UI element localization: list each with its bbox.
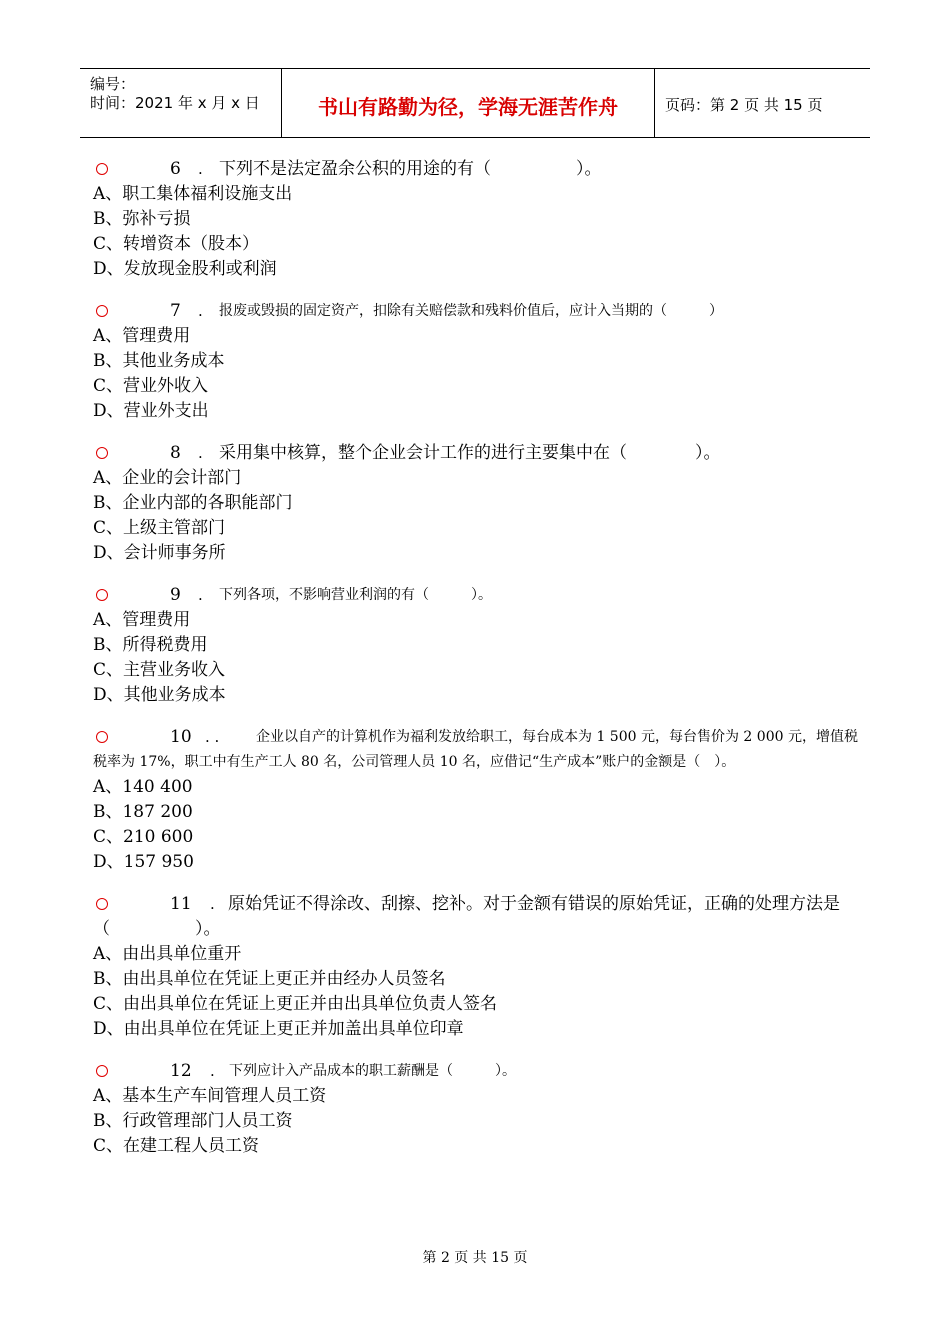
option-a: A、管理费用 [93,610,191,630]
question-list [93,157,868,1176]
question-stem [93,1059,868,1084]
option-c: C、转增资本（股本） [93,234,260,254]
option-b: B、由出具单位在凭证上更正并由经办人员签名 [93,969,446,989]
question-text: 下列各项，不影响营业利润的有（ ）。 [219,587,492,603]
number-label: 编号： [90,75,136,93]
option-a: A、职工集体福利设施支出 [93,184,293,204]
question-text: 原始凭证不得涂改、刮擦、挖补。对于金额有错误的原始凭证，正确的处理方法是（ ）。 [93,894,840,939]
question-text: 采用集中核算，整个企业会计工作的进行主要集中在（ ）。 [219,443,721,463]
question-text: 报废或毁损的固定资产，扣除有关赔偿款和残料价值后，应计入当期的（ ） [219,303,723,319]
question-stem [93,725,868,775]
question-text: 下列不是法定盈余公积的用途的有（ ）。 [219,159,602,179]
header-meta-cell [80,69,282,137]
question-text: 下列应计入产品成本的职工薪酬是（ ）。 [229,1063,516,1079]
option-b: B、其他业务成本 [93,351,225,371]
question-number: 6 [170,159,181,179]
circle-marker-icon[interactable] [96,1065,108,1077]
option-a: A、基本生产车间管理人员工资 [93,1086,327,1106]
question-number: 8 [170,443,181,463]
option-d: D、发放现金股利或利润 [93,259,277,279]
circle-marker-icon[interactable] [96,305,108,317]
question-9 [93,583,868,708]
option-b: B、企业内部的各职能部门 [93,493,293,513]
option-c: C、主营业务收入 [93,660,226,680]
question-7 [93,299,868,424]
circle-marker-icon[interactable] [96,589,108,601]
header-motto-cell [282,69,655,137]
option-a: A、140 400 [93,777,193,797]
option-b: B、所得税费用 [93,635,208,655]
question-text: 企业以自产的计算机作为福利发放给职工，每台成本为 1 500 元，每台售价为 2 000 元，增值税税率为 17%，职工中有生产工人 80 名，公司管理人员 10 名，应借记“生产成本”账户的金额是（ ）。 [93,729,858,770]
option-c: C、上级主管部门 [93,518,226,538]
option-a: A、管理费用 [93,326,191,346]
page-header [80,68,870,138]
option-c: C、在建工程人员工资 [93,1136,260,1156]
circle-marker-icon[interactable] [96,447,108,459]
option-d: D、由出具单位在凭证上更正并加盖出具单位印章 [93,1019,464,1039]
option-d: D、营业外支出 [93,401,209,421]
question-dot: . [198,444,203,462]
question-6 [93,157,868,282]
question-dot: . [198,586,203,604]
option-b: B、行政管理部门人员工资 [93,1111,293,1131]
question-12 [93,1059,868,1159]
option-c: C、由出具单位在凭证上更正并由出具单位负责人签名 [93,994,498,1014]
option-d: D、其他业务成本 [93,685,226,705]
question-stem [93,892,868,942]
question-number: 11 [170,894,192,914]
page-footer: 第 2 页 共 15 页 [422,1250,528,1266]
option-c: C、营业外收入 [93,376,209,396]
question-number: 12 [170,1061,192,1081]
question-number: 9 [170,585,181,605]
question-stem [93,583,868,608]
question-dot: . [210,895,215,913]
question-stem [93,299,868,324]
option-b: B、弥补亏损 [93,209,191,229]
date-label: 时间：2021 年 x 月 x 日 [90,94,260,112]
option-a: A、由出具单位重开 [93,944,242,964]
header-page-cell [655,69,870,137]
motto: 书山有路勤为径，学海无涯苦作舟 [318,95,618,119]
question-stem [93,157,868,182]
page-info: 页码：第 2 页 共 15 页 [665,96,823,114]
question-10 [93,725,868,875]
option-d: D、会计师事务所 [93,543,226,563]
question-dot: . [210,1062,215,1080]
question-number: 10 [170,727,192,747]
question-dot: . [198,160,203,178]
question-11 [93,892,868,1042]
question-number: 7 [170,301,181,321]
option-b: B、187 200 [93,802,193,822]
question-dot: . . [205,728,220,746]
option-c: C、210 600 [93,827,194,847]
circle-marker-icon[interactable] [96,731,108,743]
question-stem [93,441,868,466]
option-d: D、157 950 [93,852,194,872]
circle-marker-icon[interactable] [96,163,108,175]
option-a: A、企业的会计部门 [93,468,242,488]
circle-marker-icon[interactable] [96,898,108,910]
question-8 [93,441,868,566]
question-dot: . [198,302,203,320]
